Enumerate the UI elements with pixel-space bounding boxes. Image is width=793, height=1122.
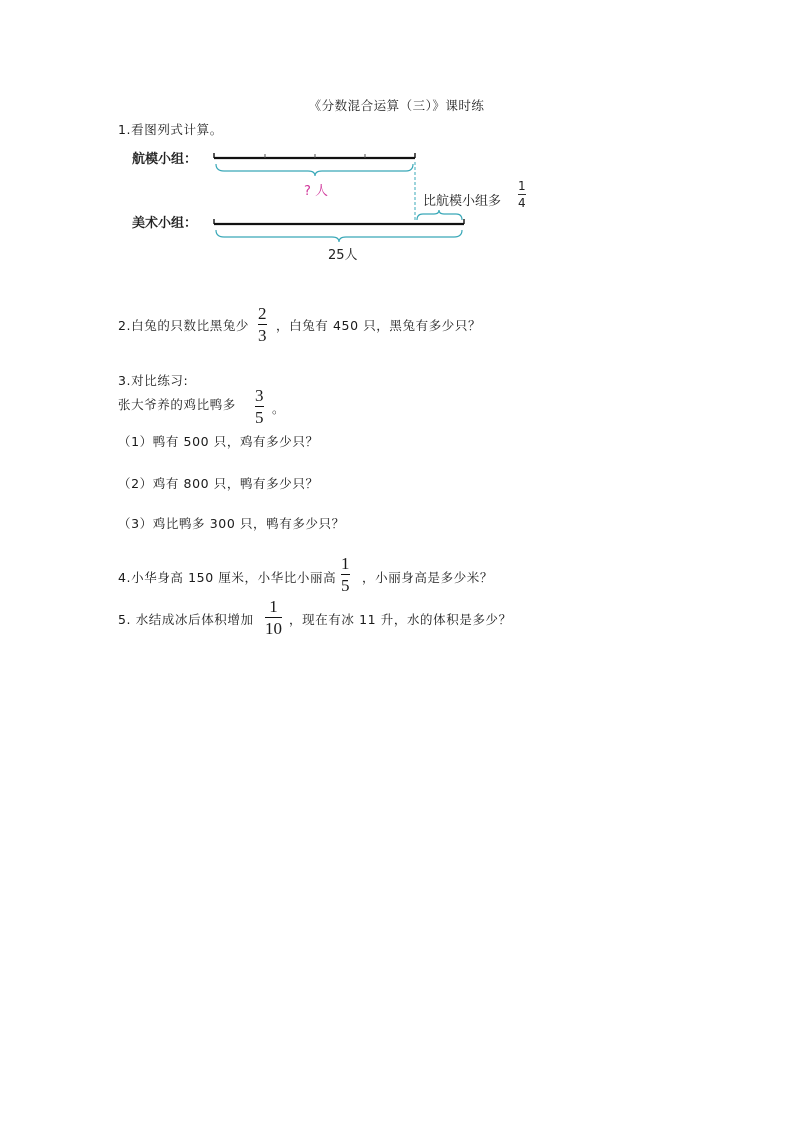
question-3-fraction [255,387,264,426]
row1-brace [216,164,413,176]
compare-fraction [518,180,526,209]
fraction-bar [265,617,282,618]
question-1-text: 1.看图列式计算。 [118,122,223,137]
question-5-after: ，现在有冰 11 升，水的体积是多少？ [289,612,512,627]
fraction-denominator: 5 [255,408,264,427]
fraction-bar [255,406,264,407]
question-4-before: 4.小华身高 150 厘米，小华比小丽高 [118,570,337,585]
line-diagram [118,140,558,265]
question-3-stem-before: 张大爷养的鸡比鸭多 [118,397,236,412]
fraction-denominator: 3 [258,326,267,345]
fraction-denominator: 4 [518,196,526,210]
fraction-numerator: 3 [255,386,264,405]
fraction-numerator: 2 [258,304,267,323]
question-3-heading: 3.对比练习: [118,373,189,388]
question-4-fraction [341,555,350,594]
fraction-bar [341,574,350,575]
question-3-stem-after: 。 [272,401,286,416]
row2-brace [216,230,462,242]
question-2-after: ，白兔有 450 只，黑兔有多少只？ [276,318,482,333]
fraction-bar [258,324,267,325]
question-3-sub-3: （3）鸡比鸭多 300 只，鸭有多少只？ [118,516,345,531]
compare-text: 比航模小组多 [423,194,502,209]
question-2-before: 2.白兔的只数比黑兔少 [118,318,250,333]
question-5-before: 5. 水结成冰后体积增加 [118,612,254,627]
fraction-denominator: 10 [265,619,282,638]
extra-brace [417,210,462,220]
fraction-numerator: 1 [518,179,526,193]
question-2-fraction [258,305,267,344]
question-3-sub-1: （1）鸭有 500 只，鸡有多少只？ [118,434,319,449]
question-4-after: ，小丽身高是多少米？ [362,570,494,585]
question-3-sub-2: （2）鸡有 800 只，鸭有多少只？ [118,476,319,491]
fraction-numerator: 1 [269,597,278,616]
question-5-fraction [265,598,282,637]
row1-brace-label: ? 人 [304,184,329,199]
fraction-bar [518,194,526,195]
fraction-denominator: 5 [341,576,350,595]
row1-label: 航模小组： [132,152,198,167]
row2-brace-label: 25人 [328,248,358,263]
row2-label: 美术小组： [132,216,198,231]
page-title: 《分数混合运算（三）》课时练 [308,98,485,113]
fraction-numerator: 1 [341,554,350,573]
